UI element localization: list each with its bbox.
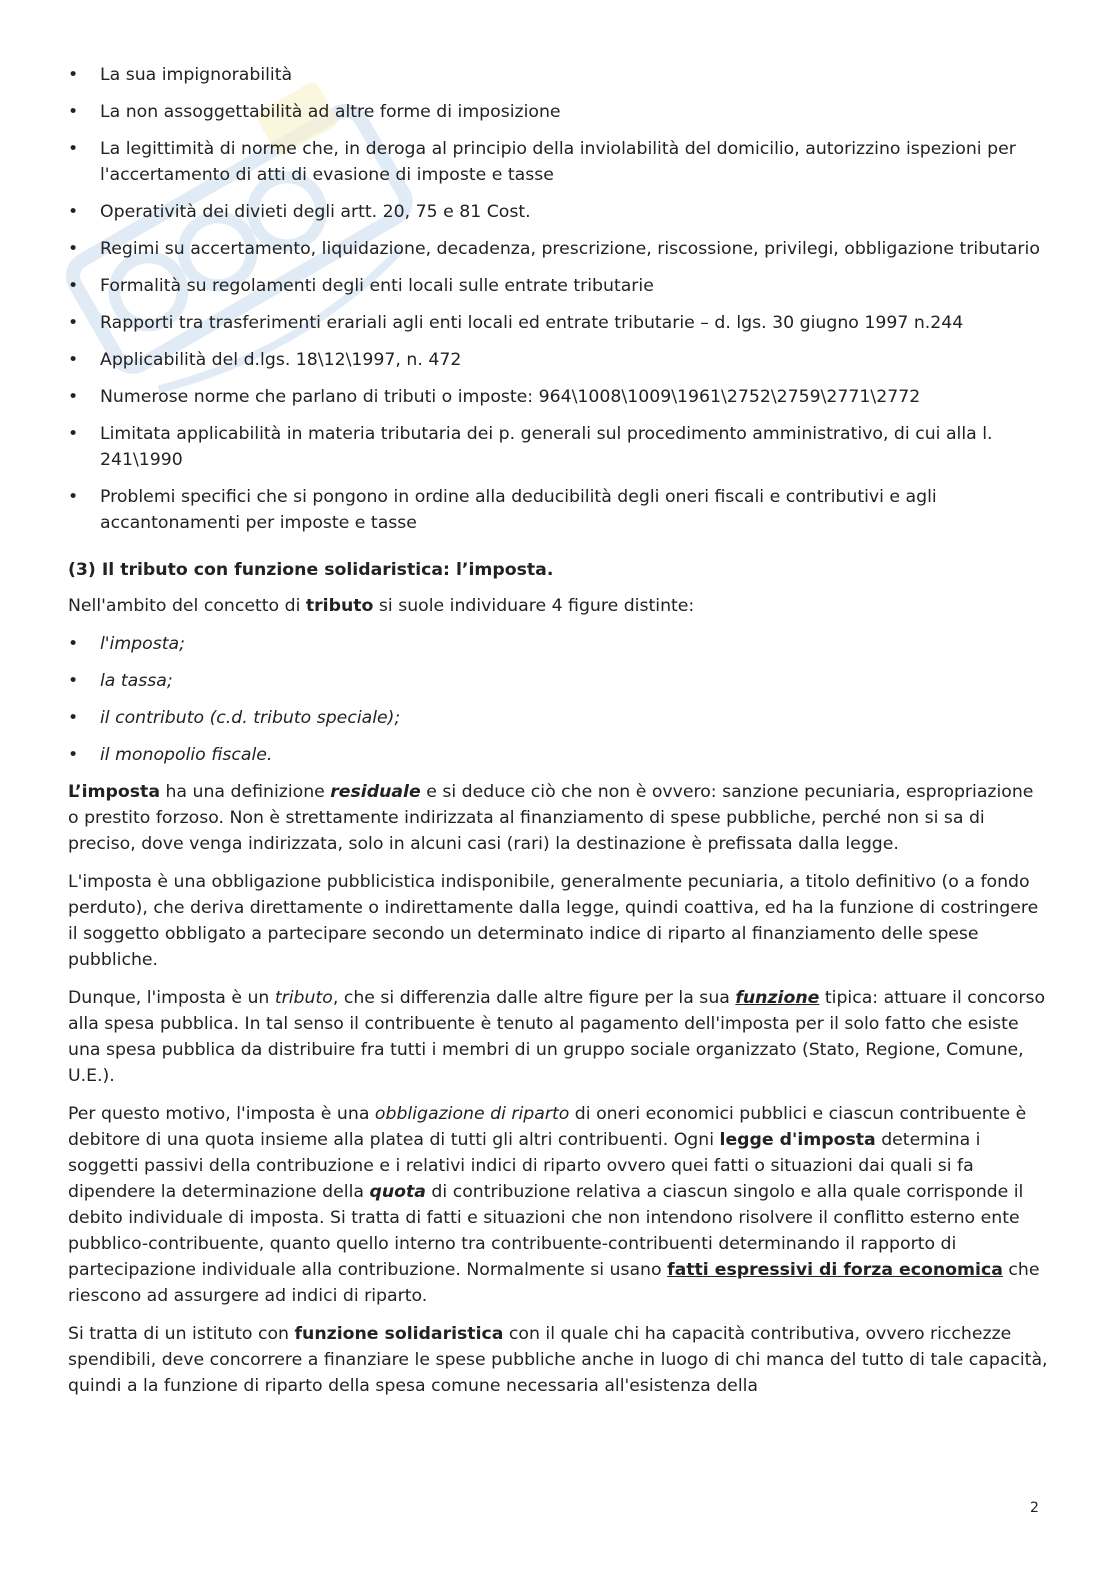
text: ha una definizione [159,782,331,802]
figure-label: il monopolio fiscale. [100,745,273,765]
figure-label: la tassa; [100,671,173,691]
list-item: • Numerose norme che parlano di tributi o imposte: 964\1008\1009\1961\2752\2759\2771\2772 [68,384,1048,410]
text: di oneri economici pubblici e ciascun contribuente è debitore di una quota insieme alla platea di tutti gli altri contribuenti. Ogni [68,1104,1027,1150]
list-item: • Operatività dei divieti degli artt. 20, 75 e 81 Cost. [68,199,1048,225]
section-heading: (3) Il tributo con funzione solidaristica: l’imposta. [68,560,554,580]
term-bold: L’imposta [68,782,160,802]
term-bold: legge d'imposta [719,1130,876,1150]
text: con il quale chi ha capacità contributiva, ovvero ricchezze spendibili, deve concorrere a finanziare le spese pubbliche anche in luogo di chi manca del tutto di tale capacità, quindi a la funzione di riparto della spesa comune necessaria all'esistenza della [68,1324,1048,1396]
list-item: • Problemi specifici che si pongono in ordine alla deducibilità degli oneri fiscali e contributivi e agli accantonamenti per imposte e tasse [68,484,1048,536]
intro-text-end: si suole individuare 4 figure distinte: [373,596,695,616]
list-item [68,631,1048,657]
list-item [68,668,1048,694]
list-item [68,705,1048,731]
paragraph-3 [68,985,1048,1089]
top-bullet-list [68,62,1048,536]
term-bold: funzione solidaristica [294,1324,504,1344]
list-item: • Rapporti tra trasferimenti erariali agli enti locali ed entrate tributarie – d. lgs. 30 giugno 1997 n.244 [68,310,1048,336]
figure-label: il contributo (c.d. tributo speciale); [100,708,401,728]
text: Si tratta di un istituto con [68,1324,295,1344]
text: Dunque, l'imposta è un [68,988,275,1008]
list-item: • Formalità su regolamenti degli enti locali sulle entrate tributarie [68,273,1048,299]
list-item: • La sua impignorabilità [68,62,1048,88]
text: e si deduce ciò che non è ovvero: sanzione pecuniaria, espropriazione o prestito forzoso. Non è strettamente indirizzata al finanziamento di spese pubbliche, perché non si sa di preciso, dove venga indirizzata, solo in alcuni casi (rari) la destinazione è prefissata dalla legge. [68,782,1034,854]
term-italic: tributo [274,988,333,1008]
intro-paragraph [68,593,1048,619]
list-item: • Limitata applicabilità in materia tributaria dei p. generali sul procedimento amministrativo, di cui alla l. 241\1990 [68,421,1048,473]
paragraph-5 [68,1321,1048,1399]
list-item: • La non assoggettabilità ad altre forme di imposizione [68,99,1048,125]
text: di contribuzione relativa a ciascun singolo e alla quale corrisponde il debito individuale di imposta. Si tratta di fatti e situazioni che non intendono risolvere il conflitto esterno ente pubblico-contribuente, quanto quello interno tra contribuente-contribuenti determinando il rapporto di partecipazione individuale alla contribuzione. Normalmente si usano [68,1182,1024,1280]
list-item: • Applicabilità del d.lgs. 18\12\1997, n. 472 [68,347,1048,373]
paragraph-2: L'imposta è una obbligazione pubblicistica indisponibile, generalmente pecuniaria, a titolo definitivo (o a fondo perduto), che deriva direttamente o indirettamente dalla legge, quindi coattiva, ed ha la funzione di costringere il soggetto obbligato a partecipare secondo un determinato indice di riparto al finanziamento delle spese pubbliche. [68,872,1039,970]
list-item: • La legittimità di norme che, in deroga al principio della inviolabilità del domicilio, autorizzino ispezioni per l'accertamento di atti di evasione di imposte e tasse [68,136,1048,188]
term-italic: obbligazione di riparto [374,1104,570,1124]
text: che riescono ad assurgere ad indici di riparto. [68,1260,1040,1306]
term-bold-underline: fatti espressivi di forza economica [667,1260,1003,1280]
paragraph-1 [68,779,1048,857]
list-item: • Regimi su accertamento, liquidazione, decadenza, prescrizione, riscossione, privilegi, obbligazione tributario [68,236,1048,262]
text: determina i soggetti passivi della contribuzione e i relativi indici di riparto ovvero quei fatti o situazioni dai quali si fa dipendere la determinazione della [68,1130,981,1202]
text: Per questo motivo, l'imposta è una [68,1104,375,1124]
page-number: 2 [1030,1500,1039,1516]
list-item [68,742,1048,768]
term-bold-italic: quota [369,1182,426,1202]
term-bold-italic: residuale [330,782,421,802]
term-bold-italic-underline: funzione [735,988,820,1008]
text: tipica: attuare il concorso alla spesa pubblica. In tal senso il contribuente è tenuto al pagamento dell'imposta per il solo fatto che esiste una spesa pubblica da distribuire fra tutti i membri di un gruppo sociale organizzato (Stato, Regione, Comune, U.E.). [68,988,1046,1086]
text: , che si differenzia dalle altre figure per la sua [332,988,736,1008]
paragraph-4 [68,1101,1048,1309]
intro-bold: tributo [305,596,374,616]
figures-list [68,631,1048,768]
document-body [68,62,1048,1411]
figure-label: l'imposta; [100,634,185,654]
intro-text: Nell'ambito del concetto di [68,596,306,616]
